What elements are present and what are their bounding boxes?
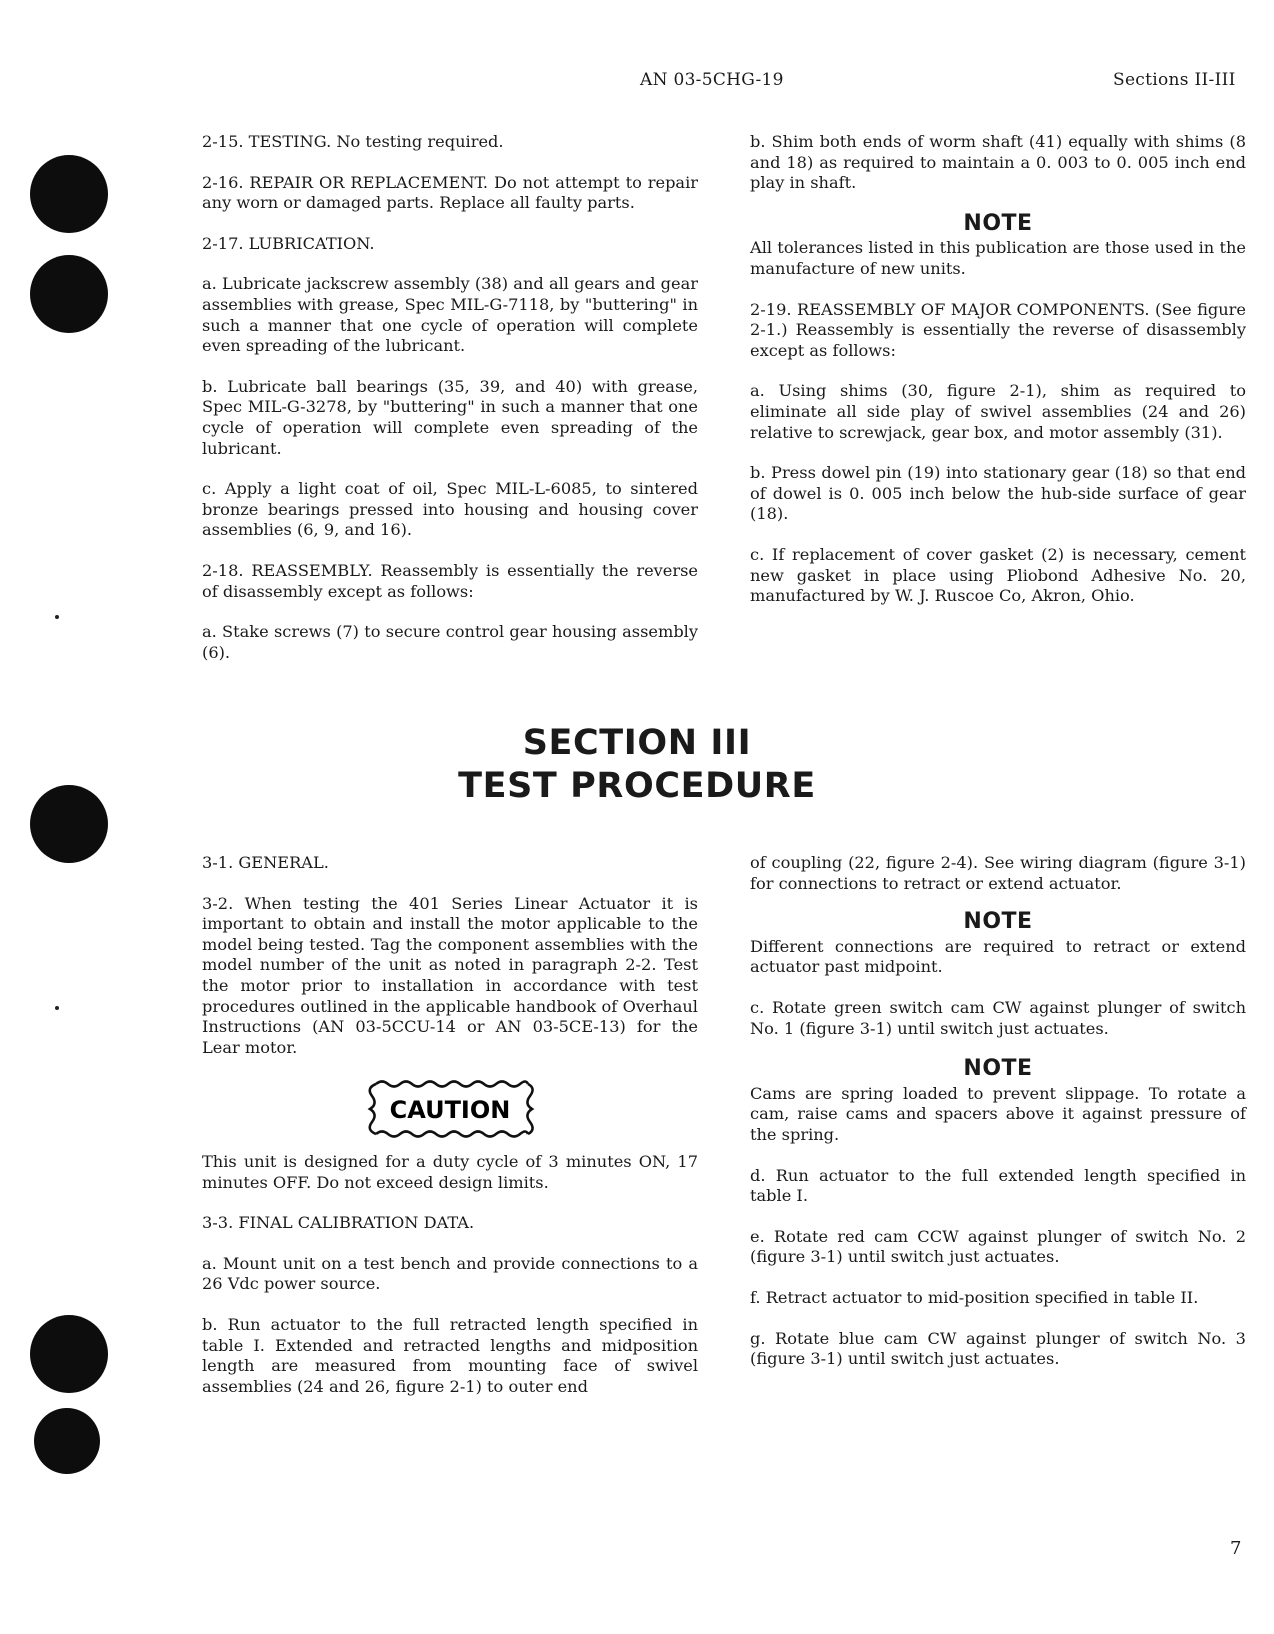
note-heading: NOTE xyxy=(963,909,1033,935)
column-left-bottom xyxy=(202,853,698,1417)
paragraph: a. Mount unit on a test bench and provide connections to a 26 Vdc power source. xyxy=(202,1253,698,1294)
paragraph: d. Run actuator to the full extended length specified in table I. xyxy=(750,1165,1246,1206)
paragraph: 3-2. When testing the 401 Series Linear Actuator it is important to obtain and install the motor applicable to the model being tested. Tag the component assemblies with the model number of the unit as noted in paragraph 2-2. Test the motor prior to installation in accordance with test procedures outlined in the applicable handbook of Overhaul Instructions (AN 03-5CCU-14 or AN 03-5CE-13) for the Lear motor. xyxy=(202,893,698,1057)
paragraph: b. Run actuator to the full retracted length specified in table I. Extended and retracted lengths and midposition length are measured from mounting face of swivel assemblies (24 and 26, figure 2-1) to outer end xyxy=(202,1314,698,1396)
binder-hole xyxy=(34,1408,100,1474)
caution-scroll-icon xyxy=(362,1078,538,1140)
binder-hole xyxy=(30,155,108,233)
column-left-top xyxy=(202,132,698,683)
note-text: All tolerances listed in this publication are those used in the manufacture of new units. xyxy=(750,238,1246,278)
note-heading: NOTE xyxy=(963,210,1033,236)
binder-hole xyxy=(30,1315,108,1393)
section-range: Sections II-III xyxy=(1113,70,1236,90)
note-heading: NOTE xyxy=(963,1056,1033,1082)
paragraph: f. Retract actuator to mid-position specified in table II. xyxy=(750,1287,1199,1307)
document-number: AN 03-5CHG-19 xyxy=(640,70,784,90)
paragraph: a. Lubricate jackscrew assembly (38) and all gears and gear assemblies with grease, Spec MIL-G-7118, by "buttering" in such a manner that one cycle of operation will complete even spreading of the lubricant. xyxy=(202,274,698,356)
paragraph: of coupling (22, figure 2-4). See wiring diagram (figure 3-1) for connections to retract or extend actuator. xyxy=(750,853,1246,893)
column-right-top xyxy=(750,132,1246,627)
caution-text: This unit is designed for a duty cycle of 3 minutes ON, 17 minutes OFF. Do not exceed design limits. xyxy=(202,1151,698,1192)
paragraph: 2-17. LUBRICATION. xyxy=(202,233,375,253)
section-number: SECTION III xyxy=(522,723,752,763)
paragraph: c. If replacement of cover gasket (2) is necessary, cement new gasket in place using Pliobond Adhesive No. 20, manufactured by W. J. Ruscoe Co, Akron, Ohio. xyxy=(750,544,1246,606)
column-right-bottom xyxy=(750,853,1246,1390)
caution-banner xyxy=(202,1078,698,1146)
caution-label: CAUTION xyxy=(389,1096,511,1125)
paragraph: c. Apply a light coat of oil, Spec MIL-L-6085, to sintered bronze bearings pressed into housing and housing cover assemblies (6, 9, and 16). xyxy=(202,479,698,540)
paragraph: e. Rotate red cam CCW against plunger of switch No. 2 (figure 3-1) until switch just actuates. xyxy=(750,1226,1246,1267)
paragraph: 2-15. TESTING. No testing required. xyxy=(202,132,504,151)
paragraph: b. Lubricate ball bearings (35, 39, and 40) with grease, Spec MIL-G-3278, by "buttering" in such a manner that one cycle of operation will complete even spreading of the lubricant. xyxy=(202,376,698,458)
note-text: Cams are spring loaded to prevent slippage. To rotate a cam, raise cams and spacers above it against pressure of the spring. xyxy=(750,1083,1246,1144)
paragraph: 3-1. GENERAL. xyxy=(202,853,329,872)
section-title xyxy=(0,722,1274,808)
paragraph: b. Press dowel pin (19) into stationary gear (18) so that end of dowel is 0. 005 inch below the hub-side surface of gear (18). xyxy=(750,463,1246,524)
note-text: Different connections are required to retract or extend actuator past midpoint. xyxy=(750,936,1246,977)
paragraph: 2-16. REPAIR OR REPLACEMENT. Do not attempt to repair any worn or damaged parts. Replace all faulty parts. xyxy=(202,172,698,213)
paragraph: g. Rotate blue cam CW against plunger of switch No. 3 (figure 3-1) until switch just actuates. xyxy=(750,1328,1246,1369)
paragraph: 3-3. FINAL CALIBRATION DATA. xyxy=(202,1213,475,1233)
scan-speck xyxy=(55,1006,59,1010)
paragraph: 2-19. REASSEMBLY OF MAJOR COMPONENTS. (See figure 2-1.) Reassembly is essentially the reverse of disassembly except as follows: xyxy=(750,299,1246,360)
paragraph: 2-18. REASSEMBLY. Reassembly is essentially the reverse of disassembly except as follows: xyxy=(202,560,698,601)
paragraph: c. Rotate green switch cam CW against plunger of switch No. 1 (figure 3-1) until switch just actuates. xyxy=(750,997,1246,1038)
paragraph: a. Using shims (30, figure 2-1), shim as required to eliminate all side play of swivel assemblies (24 and 26) relative to screwjack, gear box, and motor assembly (31). xyxy=(750,381,1246,442)
scan-speck xyxy=(55,615,59,619)
paragraph: a. Stake screws (7) to secure control gear housing assembly (6). xyxy=(202,622,698,662)
page-number: 7 xyxy=(1230,1538,1242,1559)
paragraph: b. Shim both ends of worm shaft (41) equally with shims (8 and 18) as required to maintain a 0. 003 to 0. 005 inch end play in shaft. xyxy=(750,132,1246,193)
binder-hole xyxy=(30,255,108,333)
section-name: TEST PROCEDURE xyxy=(458,766,816,806)
